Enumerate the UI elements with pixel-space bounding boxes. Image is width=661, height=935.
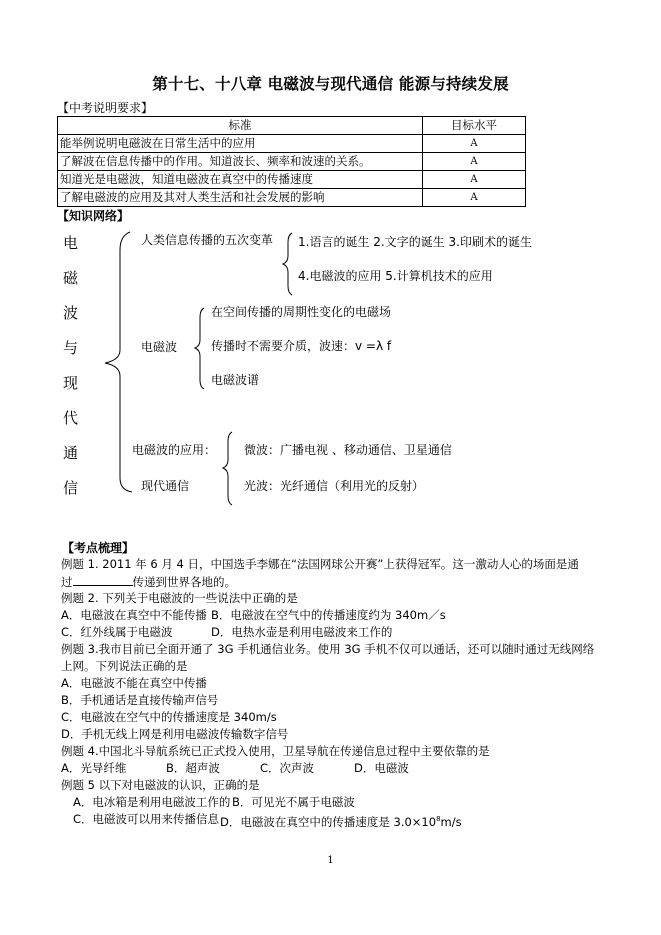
page-title: 第十七、十八章 电磁波与现代通信 能源与持续发展 — [152, 75, 509, 93]
question-5-option-c: C．电磁波可以用来传播信息 — [73, 812, 220, 826]
standard-cell: 了解波在信息传播中的作用。知道波长、频率和波速的关系。 — [58, 153, 423, 171]
table-row — [58, 153, 526, 171]
question-2-option-b: B．电磁波在空气中的传播速度约为 340m／s — [211, 608, 446, 622]
root-char: 电 — [63, 234, 79, 252]
root-char: 磁 — [63, 269, 79, 287]
table-row — [58, 189, 526, 207]
question-2-option-c: C．红外线属于电磁波 — [61, 625, 173, 639]
question-1-line1: 例题 1. 2011 年 6 月 4 日，中国选手李娜在“法国网球公开赛”上获得冠军。这一激动人心的场面是通 — [61, 557, 579, 571]
option-d-unit: m/s — [440, 814, 462, 829]
question-3-option-a: A．电磁波不能在真空中传播 — [61, 676, 207, 690]
question-1-prefix: 过 — [61, 575, 73, 589]
branch1-item: 4.电磁波的应用 5.计算机技术的应用 — [298, 269, 493, 283]
level-cell: A — [423, 135, 526, 153]
question-3-option-c: C．电磁波在空气中的传播速度是 340m/s — [61, 710, 277, 724]
root-char: 与 — [63, 339, 79, 357]
branch2-item: 在空间传播的周期性变化的电磁场 — [211, 305, 392, 319]
question-3-stem-line1: 例题 3.我市目前已全面开通了 3G 手机通信业务。使用 3G 手机不仅可以通话，还可以随时通过无线网络 — [61, 642, 595, 656]
root-char: 代 — [63, 409, 79, 427]
column-header-level: 目标水平 — [423, 117, 526, 135]
question-5-option-b: B．可见光不属于电磁波 — [232, 795, 355, 809]
question-4-option-a: A．光导纤维 — [61, 761, 127, 775]
option-d-exponent: 8 — [436, 815, 441, 823]
branch2-brace — [195, 308, 204, 389]
question-5-option-d — [220, 811, 462, 830]
branch2-item: 电磁波谱 — [211, 373, 260, 387]
question-3-option-d: D．手机无线上网是利用电磁波传输数字信号 — [61, 727, 289, 741]
exam-points-heading: 【考点梳理】 — [62, 541, 135, 555]
level-cell: A — [423, 171, 526, 189]
question-1-line2 — [61, 573, 236, 590]
branch2-label: 电磁波 — [141, 340, 178, 354]
question-4-option-d: D．电磁波 — [354, 761, 409, 775]
branch1-brace — [283, 233, 292, 295]
question-2-option-d: D．电热水壶是利用电磁波来工作的 — [211, 625, 393, 639]
knowledge-network-heading: 【知识网络】 — [57, 209, 130, 223]
root-char: 现 — [63, 374, 79, 392]
column-header-standard: 标准 — [58, 117, 423, 135]
requirements-table — [57, 116, 526, 207]
root-char: 通 — [63, 444, 79, 462]
standard-cell: 了解电磁波的应用及其对人类生活和社会发展的影响 — [58, 189, 423, 207]
option-d-text: D．电磁波在真空中的传播速度是 3.0×10 — [220, 814, 437, 829]
requirements-heading: 【中考说明要求】 — [57, 101, 154, 115]
branch2-item: 传播时不需要介质，波速：v =λ f — [211, 339, 392, 353]
question-4-stem: 例题 4.中国北斗导航系统已正式投入使用，卫星导航在传递信息过程中主要依靠的是 — [61, 744, 490, 758]
root-char: 信 — [63, 479, 79, 497]
standard-cell: 知道光是电磁波，知道电磁波在真空中的传播速度 — [58, 171, 423, 189]
root-char: 波 — [63, 304, 79, 322]
branch1-item: 1.语言的诞生 2.文字的诞生 3.印刷术的诞生 — [298, 235, 532, 249]
question-3-option-b: B．手机通话是直接传输声信号 — [61, 693, 219, 707]
question-3-stem-line2: 上网。下列说法正确的是 — [61, 659, 188, 673]
page-number: 1 — [327, 855, 334, 866]
question-2-stem: 例题 2. 下列关于电磁波的一些说法中正确的是 — [61, 591, 298, 605]
question-4-option-c: C．次声波 — [260, 761, 315, 775]
table-row — [58, 135, 526, 153]
branch1-label: 人类信息传播的五次变革 — [141, 233, 274, 247]
table-row — [58, 171, 526, 189]
question-2-option-a: A．电磁波在真空中不能传播 — [61, 608, 207, 622]
question-4-option-b: B．超声波 — [166, 761, 220, 775]
level-cell: A — [423, 189, 526, 207]
question-5-stem: 例题 5 以下对电磁波的认识，正确的是 — [61, 778, 260, 792]
branch3-brace — [223, 432, 232, 505]
branch3-label-line2: 现代通信 — [141, 479, 190, 493]
question-5-option-a: A．电冰箱是利用电磁波工作的 — [73, 795, 231, 809]
level-cell: A — [423, 153, 526, 171]
answer-blank[interactable] — [73, 573, 133, 586]
standard-cell: 能举例说明电磁波在日常生活中的应用 — [58, 135, 423, 153]
main-brace — [105, 232, 132, 492]
table-header-row — [58, 117, 526, 135]
question-1-suffix: 传递到世界各地的。 — [132, 575, 236, 589]
branch3-item: 光波：光纤通信（利用光的反射） — [244, 479, 425, 493]
branch3-label-line1: 电磁波的应用： — [132, 443, 217, 457]
branch3-item: 微波：广播电视 、移动通信、卫星通信 — [244, 443, 452, 457]
